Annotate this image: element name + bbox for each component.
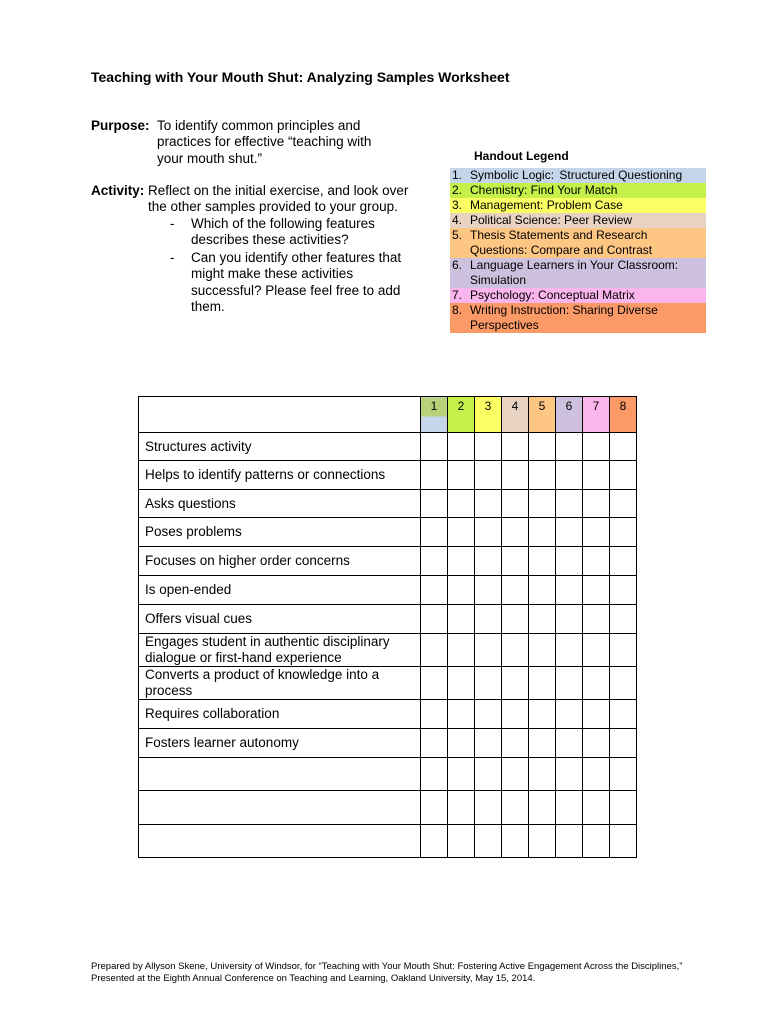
check-cell[interactable] xyxy=(529,576,556,605)
table-row xyxy=(139,605,637,634)
check-cell[interactable] xyxy=(421,729,448,758)
feature-label xyxy=(139,825,421,858)
check-cell[interactable] xyxy=(583,791,610,825)
check-cell[interactable] xyxy=(556,791,583,825)
legend-item-text: Management: Problem Case xyxy=(470,198,623,212)
check-cell[interactable] xyxy=(421,758,448,791)
feature-label xyxy=(139,758,421,791)
check-cell[interactable] xyxy=(475,547,502,576)
check-cell[interactable] xyxy=(610,700,637,729)
check-cell[interactable] xyxy=(421,490,448,518)
check-cell[interactable] xyxy=(421,433,448,461)
check-cell[interactable] xyxy=(475,490,502,518)
check-cell[interactable] xyxy=(583,729,610,758)
legend-title: Handout Legend xyxy=(474,149,569,163)
check-cell[interactable] xyxy=(448,758,475,791)
check-cell[interactable] xyxy=(583,490,610,518)
table-row xyxy=(139,700,637,729)
purpose-label: Purpose: xyxy=(91,118,150,133)
check-cell[interactable] xyxy=(556,518,583,547)
check-cell[interactable] xyxy=(583,667,610,700)
check-cell[interactable] xyxy=(529,605,556,634)
check-cell[interactable] xyxy=(502,433,529,461)
check-cell[interactable] xyxy=(610,791,637,825)
column-header-6: 6 xyxy=(556,397,583,433)
check-cell[interactable] xyxy=(529,461,556,490)
column-header-1: 1 xyxy=(421,397,448,433)
check-cell[interactable] xyxy=(610,490,637,518)
check-cell[interactable] xyxy=(421,461,448,490)
check-cell[interactable] xyxy=(610,729,637,758)
check-cell[interactable] xyxy=(529,634,556,667)
check-cell[interactable] xyxy=(421,825,448,858)
check-cell[interactable] xyxy=(421,667,448,700)
bullet-line: might make these activities xyxy=(191,266,354,282)
check-cell[interactable] xyxy=(556,634,583,667)
check-cell[interactable] xyxy=(529,791,556,825)
feature-matrix-body xyxy=(139,397,637,858)
check-cell[interactable] xyxy=(610,518,637,547)
check-cell[interactable] xyxy=(529,518,556,547)
check-cell[interactable] xyxy=(529,758,556,791)
check-cell[interactable] xyxy=(556,729,583,758)
check-cell[interactable] xyxy=(556,605,583,634)
column-header-7: 7 xyxy=(583,397,610,433)
check-cell[interactable] xyxy=(529,667,556,700)
check-cell[interactable] xyxy=(529,729,556,758)
feature-matrix-table xyxy=(138,396,637,858)
legend-item-number: 3. xyxy=(452,198,463,212)
table-row xyxy=(139,667,637,700)
check-cell[interactable] xyxy=(421,518,448,547)
check-cell[interactable] xyxy=(421,791,448,825)
check-cell[interactable] xyxy=(529,433,556,461)
bullet-line: Which of the following features xyxy=(191,216,375,231)
check-cell[interactable] xyxy=(556,667,583,700)
check-cell[interactable] xyxy=(583,825,610,858)
check-cell[interactable] xyxy=(502,825,529,858)
activity-text-line: the other samples provided to your group. xyxy=(148,199,398,214)
legend-item-number: 7. xyxy=(452,288,463,302)
check-cell[interactable] xyxy=(610,433,637,461)
feature-label: Focuses on higher order concerns xyxy=(139,547,421,576)
check-cell[interactable] xyxy=(610,461,637,490)
check-cell[interactable] xyxy=(529,490,556,518)
check-cell[interactable] xyxy=(556,547,583,576)
header-row xyxy=(139,397,637,433)
check-cell[interactable] xyxy=(502,758,529,791)
check-cell[interactable] xyxy=(610,576,637,605)
check-cell[interactable] xyxy=(475,667,502,700)
check-cell[interactable] xyxy=(502,667,529,700)
table-row xyxy=(139,634,637,667)
feature-label: Offers visual cues xyxy=(139,605,421,634)
bullet-dash: - xyxy=(170,216,175,231)
check-cell[interactable] xyxy=(448,791,475,825)
legend-item-number: 5. xyxy=(452,228,463,242)
column-header-8: 8 xyxy=(610,397,637,433)
feature-label: Requires collaboration xyxy=(139,700,421,729)
header-blank-cell xyxy=(139,397,421,433)
check-cell[interactable] xyxy=(610,825,637,858)
check-cell[interactable] xyxy=(529,700,556,729)
legend-item-text: Political Science: Peer Review xyxy=(470,213,633,227)
check-cell[interactable] xyxy=(502,729,529,758)
check-cell[interactable] xyxy=(421,634,448,667)
legend-item xyxy=(450,198,706,213)
check-cell[interactable] xyxy=(502,490,529,518)
table-row xyxy=(139,791,637,825)
handout-legend xyxy=(450,168,706,333)
check-cell[interactable] xyxy=(610,667,637,700)
legend-item xyxy=(450,168,706,183)
check-cell[interactable] xyxy=(448,547,475,576)
check-cell[interactable] xyxy=(421,605,448,634)
bullet-dash: - xyxy=(170,250,175,265)
check-cell[interactable] xyxy=(448,667,475,700)
feature-label: Converts a product of knowledge into a process xyxy=(139,667,421,700)
check-cell[interactable] xyxy=(448,605,475,634)
check-cell[interactable] xyxy=(583,461,610,490)
legend-item-text: Chemistry: Find Your Match xyxy=(470,183,618,197)
check-cell[interactable] xyxy=(421,576,448,605)
column-header-3: 3 xyxy=(475,397,502,433)
check-cell[interactable] xyxy=(448,518,475,547)
legend-item xyxy=(450,303,706,333)
check-cell[interactable] xyxy=(448,825,475,858)
purpose-text xyxy=(157,118,417,167)
legend-item-text: Language Learners in Your Classroom: Simulation xyxy=(470,258,679,287)
check-cell[interactable] xyxy=(421,547,448,576)
check-cell[interactable] xyxy=(610,634,637,667)
check-cell[interactable] xyxy=(583,634,610,667)
legend-item-number: 1. xyxy=(452,168,463,182)
check-cell[interactable] xyxy=(583,576,610,605)
activity-label: Activity: xyxy=(91,183,145,198)
feature-label: Engages student in authentic disciplinary dialogue or first-hand experience xyxy=(139,634,421,667)
check-cell[interactable] xyxy=(529,825,556,858)
check-cell[interactable] xyxy=(448,433,475,461)
check-cell[interactable] xyxy=(502,461,529,490)
check-cell[interactable] xyxy=(556,825,583,858)
check-cell[interactable] xyxy=(556,490,583,518)
check-cell[interactable] xyxy=(583,758,610,791)
legend-item-sublabel: Structured Questioning xyxy=(559,168,683,182)
purpose-line: your mouth shut.” xyxy=(157,150,263,166)
check-cell[interactable] xyxy=(448,700,475,729)
table-row xyxy=(139,729,637,758)
check-cell[interactable] xyxy=(475,461,502,490)
bullet-line: successful? Please feel free to add xyxy=(191,282,401,298)
check-cell[interactable] xyxy=(502,547,529,576)
legend-item-text xyxy=(470,168,706,183)
check-cell[interactable] xyxy=(556,758,583,791)
check-cell[interactable] xyxy=(421,700,448,729)
check-cell[interactable] xyxy=(448,576,475,605)
check-cell[interactable] xyxy=(475,729,502,758)
table-row xyxy=(139,758,637,791)
check-cell[interactable] xyxy=(583,433,610,461)
check-cell[interactable] xyxy=(475,825,502,858)
feature-label: Structures activity xyxy=(139,433,421,461)
check-cell[interactable] xyxy=(610,605,637,634)
check-cell[interactable] xyxy=(583,518,610,547)
activity-bullet xyxy=(191,250,421,315)
legend-item-text: Psychology: Conceptual Matrix xyxy=(470,288,635,302)
check-cell[interactable] xyxy=(583,700,610,729)
check-cell[interactable] xyxy=(583,547,610,576)
page-title: Teaching with Your Mouth Shut: Analyzing Samples Worksheet xyxy=(91,69,510,85)
table-row xyxy=(139,547,637,576)
check-cell[interactable] xyxy=(475,700,502,729)
legend-item xyxy=(450,288,706,303)
check-cell[interactable] xyxy=(556,700,583,729)
check-cell[interactable] xyxy=(475,576,502,605)
check-cell[interactable] xyxy=(475,605,502,634)
legend-item xyxy=(450,213,706,228)
check-cell[interactable] xyxy=(448,634,475,667)
legend-item-number: 4. xyxy=(452,213,463,227)
footer-credit: Prepared by Allyson Skene, University of Windsor, for “Teaching with Your Mouth Shut: Fostering Active Engagement Across the Disciplines,” Presented at the Eighth Annual Conference on Teaching and Learning, Oakland University, May 15, 2014. xyxy=(91,961,683,984)
activity-bullet xyxy=(191,216,421,249)
legend-item-number: 6. xyxy=(452,258,463,272)
check-cell[interactable] xyxy=(502,518,529,547)
check-cell[interactable] xyxy=(502,634,529,667)
check-cell[interactable] xyxy=(556,576,583,605)
bullet-line: them. xyxy=(191,298,225,314)
check-cell[interactable] xyxy=(556,433,583,461)
column-header-5: 5 xyxy=(529,397,556,433)
column-header-4: 4 xyxy=(502,397,529,433)
check-cell[interactable] xyxy=(529,547,556,576)
feature-label: Asks questions xyxy=(139,490,421,518)
feature-label: Helps to identify patterns or connections xyxy=(139,461,421,490)
feature-label: Poses problems xyxy=(139,518,421,547)
feature-label xyxy=(139,791,421,825)
legend-item xyxy=(450,228,706,258)
check-cell[interactable] xyxy=(475,518,502,547)
check-cell[interactable] xyxy=(556,461,583,490)
check-cell[interactable] xyxy=(475,791,502,825)
bullet-line: describes these activities? xyxy=(191,232,349,248)
table-row xyxy=(139,490,637,518)
check-cell[interactable] xyxy=(475,758,502,791)
check-cell[interactable] xyxy=(502,576,529,605)
legend-item-number: 8. xyxy=(452,303,463,317)
activity-text-line: Reflect on the initial exercise, and look over xyxy=(148,183,409,198)
table-row xyxy=(139,518,637,547)
table-row xyxy=(139,433,637,461)
feature-label: Fosters learner autonomy xyxy=(139,729,421,758)
legend-item-label: Symbolic Logic: xyxy=(470,168,555,182)
bullet-line: Can you identify other features that xyxy=(191,250,402,265)
column-header-2: 2 xyxy=(448,397,475,433)
table-row xyxy=(139,576,637,605)
table-row xyxy=(139,461,637,490)
check-cell[interactable] xyxy=(475,634,502,667)
check-cell[interactable] xyxy=(502,791,529,825)
check-cell[interactable] xyxy=(448,490,475,518)
purpose-line: practices for effective “teaching with xyxy=(157,134,372,150)
check-cell[interactable] xyxy=(583,605,610,634)
check-cell[interactable] xyxy=(448,729,475,758)
purpose-line: To identify common principles and xyxy=(157,118,361,133)
legend-item-text: Thesis Statements and Research Questions: Compare and Contrast xyxy=(470,228,653,257)
check-cell[interactable] xyxy=(502,605,529,634)
legend-item-text: Writing Instruction: Sharing Diverse Perspectives xyxy=(470,303,658,332)
legend-item xyxy=(450,183,706,198)
check-cell[interactable] xyxy=(448,461,475,490)
legend-item-number: 2. xyxy=(452,183,463,197)
check-cell[interactable] xyxy=(610,547,637,576)
feature-label: Is open-ended xyxy=(139,576,421,605)
check-cell[interactable] xyxy=(610,758,637,791)
check-cell[interactable] xyxy=(502,700,529,729)
legend-item xyxy=(450,258,706,288)
check-cell[interactable] xyxy=(475,433,502,461)
table-row xyxy=(139,825,637,858)
